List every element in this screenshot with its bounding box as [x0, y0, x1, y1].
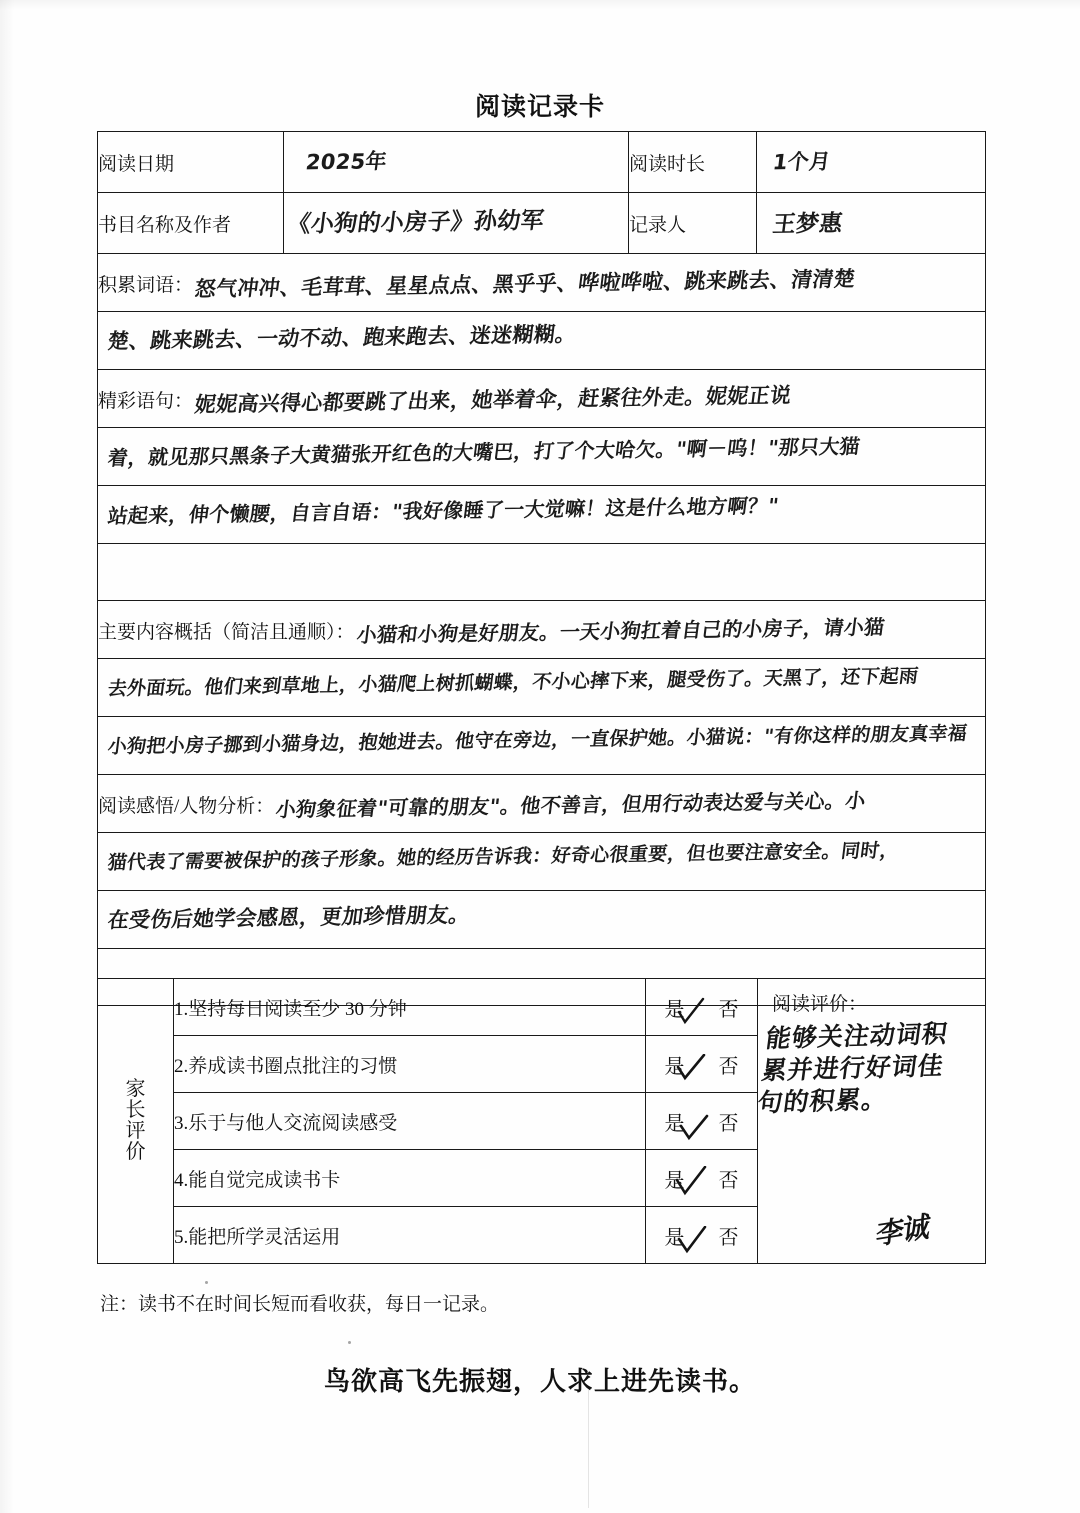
- reflection-row-1: [98, 775, 986, 833]
- vertical-label-char-2: 评: [125, 1120, 146, 1142]
- book-label: 书目名称及作者: [98, 193, 284, 254]
- page-title: 阅读记录卡: [474, 94, 605, 121]
- yes-label[interactable]: 是: [664, 998, 685, 1021]
- duration-value-cell: [757, 132, 986, 193]
- table-row-summary-1: [98, 601, 986, 659]
- recorder-value: 王梦惠: [771, 210, 845, 238]
- vocabulary-line-2: 楚、跳来跳去、一动不动、跑来跑去、迷迷糊糊。: [106, 321, 578, 353]
- table-row-summary-3: [98, 717, 986, 775]
- summary-row-1: [98, 601, 986, 659]
- summary-label: 主要内容概括（简洁且通顺）：: [98, 622, 355, 643]
- excerpt-row-2: [98, 428, 986, 486]
- vocabulary-row-2: [98, 312, 986, 370]
- excerpt-row-blank: [98, 544, 986, 601]
- eval-item-text: 3.乐于与他人交流阅读感受: [174, 1093, 646, 1150]
- summary-line-1: 小猫和小狗是好朋友。一天小狗扛着自己的小房子，请小猫: [354, 614, 886, 648]
- reading-record-table: [97, 131, 986, 1006]
- no-label[interactable]: 否: [718, 1226, 739, 1249]
- table-row-reflection-2: [98, 833, 986, 891]
- eval-choice-cell[interactable]: [646, 1093, 758, 1150]
- date-label: 阅读日期: [98, 132, 284, 193]
- summary-line-2: 去外面玩。他们来到草地上，小猫爬上树抓蝴蝶，不小心摔下来，腿受伤了。天黑了，还下起雨: [106, 664, 920, 700]
- scan-edge-shadow: [0, 0, 14, 1513]
- table-row-excerpt-2: [98, 428, 986, 486]
- yes-label[interactable]: 是: [664, 1226, 685, 1249]
- date-value: 2025年: [304, 149, 389, 175]
- reflection-line-2: 猫代表了需要被保护的孩子形象。她的经历告诉我：好奇心很重要，但也要注意安全。同时，: [106, 839, 901, 874]
- book-value: 《小狗的小房子》孙幼军: [286, 207, 546, 238]
- eval-item-text: 1.坚持每日阅读至少 30 分钟: [174, 979, 646, 1036]
- table-row-vocabulary-1: [98, 254, 986, 312]
- no-label[interactable]: 否: [718, 1055, 739, 1078]
- reflection-line-3: 在受伤后她学会感恩，更加珍惜朋友。: [106, 902, 472, 932]
- eval-choice-cell[interactable]: [646, 1150, 758, 1207]
- table-row-reflection-3: [98, 891, 986, 949]
- duration-value: 1个月: [771, 149, 832, 175]
- summary-row-2: [98, 659, 986, 717]
- table-row-date: [98, 132, 986, 193]
- comment-handwriting: 能够关注动词积累并进行好词佳句的积累。: [755, 1018, 950, 1118]
- no-label[interactable]: 否: [718, 998, 739, 1021]
- eval-choice-cell[interactable]: [646, 979, 758, 1036]
- footer-motto: 鸟欲高飞先振翅，人求上进先读书。: [323, 1367, 756, 1396]
- scan-edge-shadow-top: [0, 0, 1080, 10]
- reflection-label: 阅读感悟/人物分析：: [98, 796, 275, 817]
- parent-evaluation-vertical-label: [98, 979, 174, 1264]
- reflection-line-1: 小狗象征着"可靠的朋友"。他不善言，但用行动表达爱与关心。小: [274, 788, 868, 822]
- scan-speck: [205, 1281, 208, 1284]
- table-row-excerpt-blank: [98, 544, 986, 601]
- scan-crease-artifact: [588, 1390, 589, 1508]
- table-row-book: [98, 193, 986, 254]
- vertical-label-char-3: 价: [125, 1141, 146, 1163]
- eval-item-text: 4.能自觉完成读书卡: [174, 1150, 646, 1207]
- summary-line-3: 小狗把小房子挪到小猫身边，抱她进去。他守在旁边，一直保护她。小猫说："有你这样的朋友真幸福: [106, 721, 969, 758]
- eval-choice-cell[interactable]: [646, 1207, 758, 1264]
- eval-item-text: 5.能把所学灵活运用: [174, 1207, 646, 1264]
- vocabulary-row-1: [98, 254, 986, 312]
- excerpt-row-1: [98, 370, 986, 428]
- parent-signature: 李诚: [874, 1209, 932, 1252]
- duration-label: 阅读时长: [629, 132, 757, 193]
- date-value-cell: [284, 132, 629, 193]
- vertical-label-char-0: 家: [125, 1078, 146, 1100]
- table-row-vocabulary-2: [98, 312, 986, 370]
- excerpt-line-2: 着，就见那只黑条子大黄猫张开红色的大嘴巴，打了个大哈欠。"啊－呜！"那只大猫: [106, 433, 862, 470]
- eval-row-1: [98, 979, 986, 1036]
- yes-label[interactable]: 是: [664, 1055, 685, 1078]
- parent-comment-cell: [755, 979, 986, 1264]
- summary-row-3: [98, 717, 986, 775]
- reflection-row-3: [98, 891, 986, 949]
- scan-speck: [348, 1341, 351, 1344]
- table-row-summary-2: [98, 659, 986, 717]
- vertical-label-char-1: 长: [125, 1099, 146, 1121]
- no-label[interactable]: 否: [718, 1112, 739, 1135]
- recorder-value-cell: [757, 193, 986, 254]
- yes-label[interactable]: 是: [664, 1169, 685, 1192]
- excerpt-label: 精彩语句：: [98, 390, 194, 412]
- recorder-label: 记录人: [629, 193, 757, 254]
- table-row-reflection-1: [98, 775, 986, 833]
- eval-item-text: 2.养成读书圈点批注的习惯: [174, 1036, 646, 1093]
- vocabulary-line-1: 怒气冲冲、毛茸茸、星星点点、黑乎乎、哗啦哗啦、跳来跳去、清清楚: [193, 266, 857, 301]
- reflection-row-2: [98, 833, 986, 891]
- excerpt-line-3: 站起来，伸个懒腰，自言自语："我好像睡了一大觉嘛！这是什么地方啊？": [106, 492, 781, 528]
- yes-label[interactable]: 是: [664, 1112, 685, 1135]
- footer-note: 注：读书不在时间长短而看收获，每日一记录。: [100, 1294, 500, 1315]
- book-value-cell: [284, 193, 629, 254]
- parent-evaluation-table: [97, 978, 986, 1264]
- table-row-excerpt-1: [98, 370, 986, 428]
- table-row-excerpt-3: [98, 486, 986, 544]
- vocabulary-label: 积累词语：: [98, 274, 194, 296]
- eval-choice-cell[interactable]: [646, 1036, 758, 1093]
- comment-title: 阅读评价：: [772, 994, 868, 1015]
- no-label[interactable]: 否: [718, 1169, 739, 1192]
- excerpt-line-1: 妮妮高兴得心都要跳了出来，她举着伞，赶紧往外走。妮妮正说: [193, 382, 793, 417]
- excerpt-row-3: [98, 486, 986, 544]
